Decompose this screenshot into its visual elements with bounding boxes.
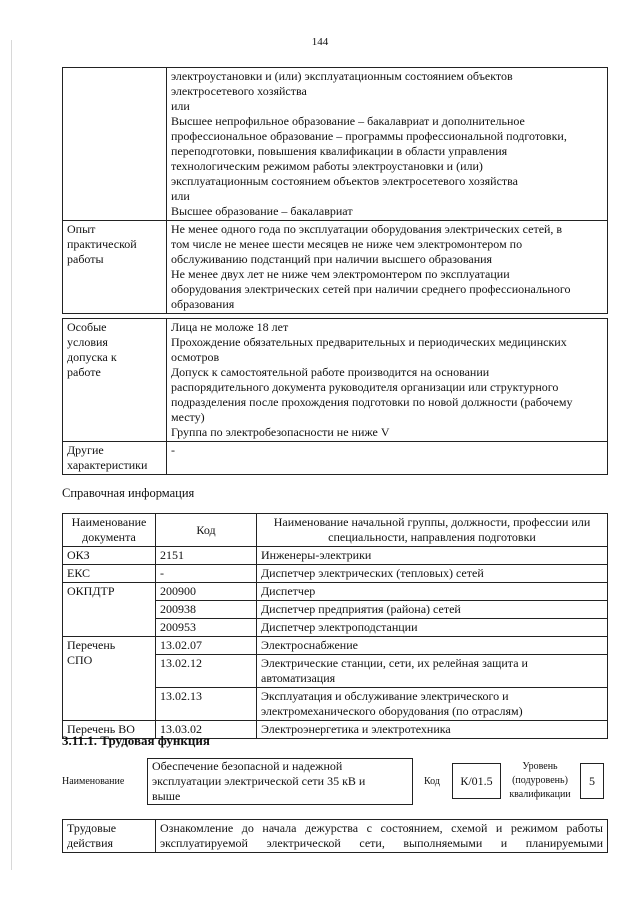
text-line: Высшее образование – бакалавриат [171, 204, 353, 218]
code-cell: 200900 [156, 583, 257, 601]
code-cell: 2151 [156, 547, 257, 565]
education-requirements [167, 68, 608, 221]
other-characteristics-row [63, 442, 608, 475]
code-cell: 13.03.02 [156, 721, 257, 739]
text-line: электроустановки и (или) эксплуатационным состоянием объектов [171, 69, 513, 83]
text-line: Не менее двух лет не ниже чем электромонтером по эксплуатации [171, 267, 510, 281]
text-line: осмотров [171, 350, 220, 364]
text-line: распорядительного документа руководителя организации или структурного [171, 380, 559, 394]
name-cell: Электрические станции, сети, их релейная защита и автоматизация [257, 655, 608, 688]
section-title: 3.11.1. Трудовая функция [62, 733, 210, 748]
level-box: 5 [580, 763, 604, 799]
doc-cell: ОКПДТР [63, 583, 156, 637]
text-line: обслуживанию подстанций при наличии высшего образования [171, 252, 493, 266]
reference-header-row [63, 514, 608, 547]
other-characteristics-label: Другие характеристики [63, 442, 167, 475]
level-label: Уровень (подуровень) квалификации [509, 761, 571, 800]
code-cell: 13.02.13 [156, 688, 257, 721]
other-characteristics-value: - [167, 442, 608, 475]
labor-actions-table [62, 819, 608, 853]
labor-actions-text: Ознакомление до начала дежурства с состоянием, схемой и режимом работы эксплуатируемой электрической сети, выполняемыми и планируемыми [156, 820, 608, 853]
reference-title: Справочная информация [62, 486, 195, 500]
experience-requirements [167, 221, 608, 314]
code-cell: 13.02.12 [156, 655, 257, 688]
special-conditions-label: Особые условия допуска к работе [63, 319, 167, 442]
doc-cell: Перечень СПО [63, 637, 156, 721]
text-line: том числе не менее шести месяцев не ниже чем электромонтером по [171, 237, 523, 251]
text-line: Прохождение обязательных предварительных и периодических медицинских [171, 335, 567, 349]
qualification-table [62, 67, 608, 314]
page-edge-line [11, 40, 12, 870]
labor-actions-row [63, 820, 608, 853]
special-conditions-row [63, 319, 608, 442]
code-cell: - [156, 565, 257, 583]
name-cell: Эксплуатация и обслуживание электрического и электромеханического оборудования (по отраслям) [257, 688, 608, 721]
header-code: Код [156, 514, 257, 547]
table-row [63, 565, 608, 583]
code-cell: 13.02.07 [156, 637, 257, 655]
function-code-box: К/01.5 [452, 763, 501, 799]
text-line: электросетевого хозяйства [171, 84, 307, 98]
code-cell: 200938 [156, 601, 257, 619]
experience-row [63, 221, 608, 314]
function-name-box: Обеспечение безопасной и надежной эксплуатации электрической сети 35 кВ и выше [147, 758, 413, 805]
table-row [63, 637, 608, 655]
doc-cell: ЕКС [63, 565, 156, 583]
name-cell: Инженеры-электрики [257, 547, 608, 565]
text-line: месту) [171, 410, 205, 424]
doc-cell: ОКЗ [63, 547, 156, 565]
table-row [63, 547, 608, 565]
education-row [63, 68, 608, 221]
text-line: Не менее одного года по эксплуатации оборудования электрических сетей, в [171, 222, 563, 236]
page-number: 144 [311, 36, 329, 48]
text-line: Группа по электробезопасности не ниже V [171, 425, 390, 439]
name-cell: Электроснабжение [257, 637, 608, 655]
experience-label: Опыт практической работы [63, 221, 167, 314]
name-cell: Электроэнергетика и электротехника [257, 721, 608, 739]
table-row [63, 583, 608, 601]
text-line: эксплуатационным состоянием объектов электросетевого хозяйства [171, 174, 519, 188]
code-label: Код [424, 776, 440, 787]
name-cell: Диспетчер электроподстанции [257, 619, 608, 637]
special-conditions-text [167, 319, 608, 442]
text-line: Лица не моложе 18 лет [171, 320, 289, 334]
doc-cell: Перечень ВО [63, 721, 156, 739]
text-line: оборудования электрических сетей при наличии среднего профессионального [171, 282, 571, 296]
text-line: образования [171, 297, 235, 311]
header-document: Наименование документа [63, 514, 156, 547]
labor-actions-label: Трудовые действия [63, 820, 156, 853]
text-line: или [171, 99, 190, 113]
name-cell: Диспетчер электрических (тепловых) сетей [257, 565, 608, 583]
name-label: Наименование [62, 776, 125, 787]
name-cell: Диспетчер [257, 583, 608, 601]
text-line: или [171, 189, 190, 203]
code-cell: 200953 [156, 619, 257, 637]
education-label [63, 68, 167, 221]
text-line: профессиональное образование – программы профессиональной подготовки, [171, 129, 567, 143]
text-line: Высшее непрофильное образование – бакалавриат и дополнительное [171, 114, 525, 128]
text-line: переподготовки, повышения квалификации в области управления [171, 144, 508, 158]
text-line: подразделения после прохождения подготовки по новой должности (рабочему [171, 395, 573, 409]
admission-table [62, 318, 608, 475]
text-line: технологическим режимом работы электроустановки и (или) [171, 159, 483, 173]
text-line: Допуск к самостоятельной работе производится на основании [171, 365, 490, 379]
reference-table [62, 513, 608, 739]
header-name: Наименование начальной группы, должности, профессии или специальности, направления подготовки [257, 514, 608, 547]
name-cell: Диспетчер предприятия (района) сетей [257, 601, 608, 619]
